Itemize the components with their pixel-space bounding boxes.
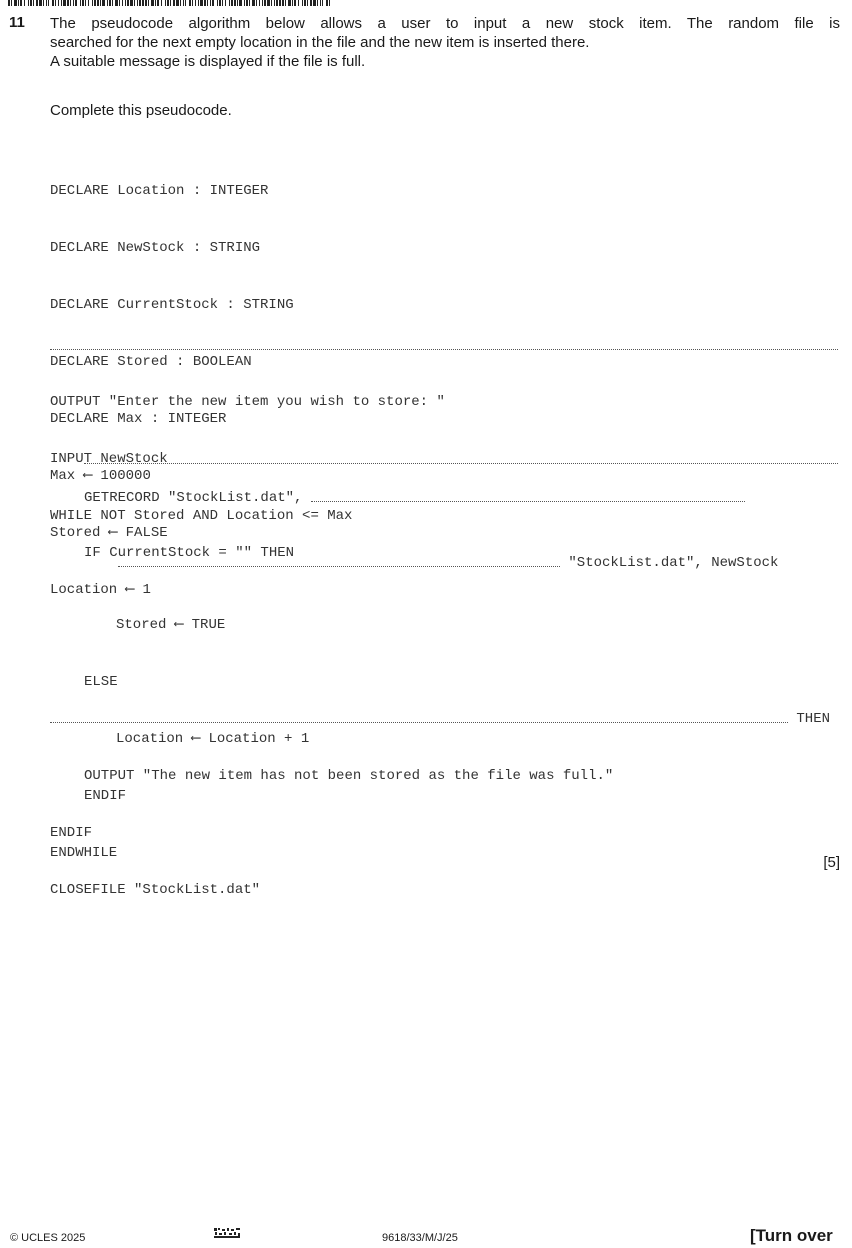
intro-line-1: The pseudocode algorithm below allows a user to input a new stock item. The random file is [50, 15, 840, 32]
code-line: DECLARE CurrentStock : STRING [50, 297, 294, 313]
marks-allocation: [5] [823, 854, 840, 871]
answer-row-4 [118, 552, 778, 571]
answer-row-2 [84, 449, 838, 468]
answer-row-3 [84, 487, 745, 506]
code-line: OUTPUT "The new item has not been stored as the file was full." [84, 768, 614, 784]
footer-paper-code: 9618/33/M/J/25 [382, 1232, 458, 1244]
getrecord-prefix: GETRECORD "StockList.dat", [84, 490, 311, 506]
code-line: Stored ⟵ FALSE [50, 525, 168, 541]
answer-blank-3[interactable] [311, 489, 745, 502]
answer-blank-2[interactable] [84, 451, 838, 464]
code-line: Location ⟵ Location + 1 [116, 731, 310, 747]
closing-block [50, 729, 613, 919]
putrecord-suffix: "StockList.dat", NewStock [560, 555, 779, 571]
datamatrix-code [214, 1228, 240, 1238]
code-line: DECLARE NewStock : STRING [50, 240, 261, 256]
answer-row-1 [50, 335, 838, 354]
question-intro [50, 14, 840, 71]
answer-row-5 [50, 708, 830, 727]
question-number: 11 [9, 14, 25, 31]
code-line: WHILE NOT Stored AND Location <= Max [50, 508, 353, 524]
answer-blank-4[interactable] [118, 554, 560, 567]
turn-over-label: [Turn over [750, 1226, 833, 1245]
top-barcode [8, 0, 330, 6]
question-instruction: Complete this pseudocode. [50, 102, 232, 119]
code-line: OUTPUT "Enter the new item you wish to store: " [50, 394, 445, 410]
code-line: IF CurrentStock = "" THEN [84, 545, 295, 561]
code-line: Location ⟵ 1 [50, 582, 151, 598]
answer-blank-1[interactable] [50, 337, 838, 350]
code-line: DECLARE Stored : BOOLEAN [50, 354, 252, 370]
code-line: ENDIF [84, 788, 127, 804]
code-line: ENDWHILE [50, 845, 118, 861]
code-line: DECLARE Max : INTEGER [50, 411, 227, 427]
code-line: ENDIF [50, 825, 93, 841]
code-line: Max ⟵ 100000 [50, 468, 151, 484]
code-line: DECLARE Location : INTEGER [50, 183, 269, 199]
code-line: Stored ⟵ TRUE [116, 617, 226, 633]
code-line: CLOSEFILE "StockList.dat" [50, 882, 261, 898]
intro-line-2: searched for the next empty location in the file and the new item is inserted there. [50, 34, 590, 51]
intro-line-3: A suitable message is displayed if the file is full. [50, 53, 366, 70]
then-suffix: THEN [788, 711, 831, 727]
answer-blank-5[interactable] [50, 710, 788, 723]
code-line: ELSE [84, 674, 118, 690]
footer-copyright: © UCLES 2025 [10, 1232, 86, 1244]
code-line: INPUT NewStock [50, 451, 168, 467]
